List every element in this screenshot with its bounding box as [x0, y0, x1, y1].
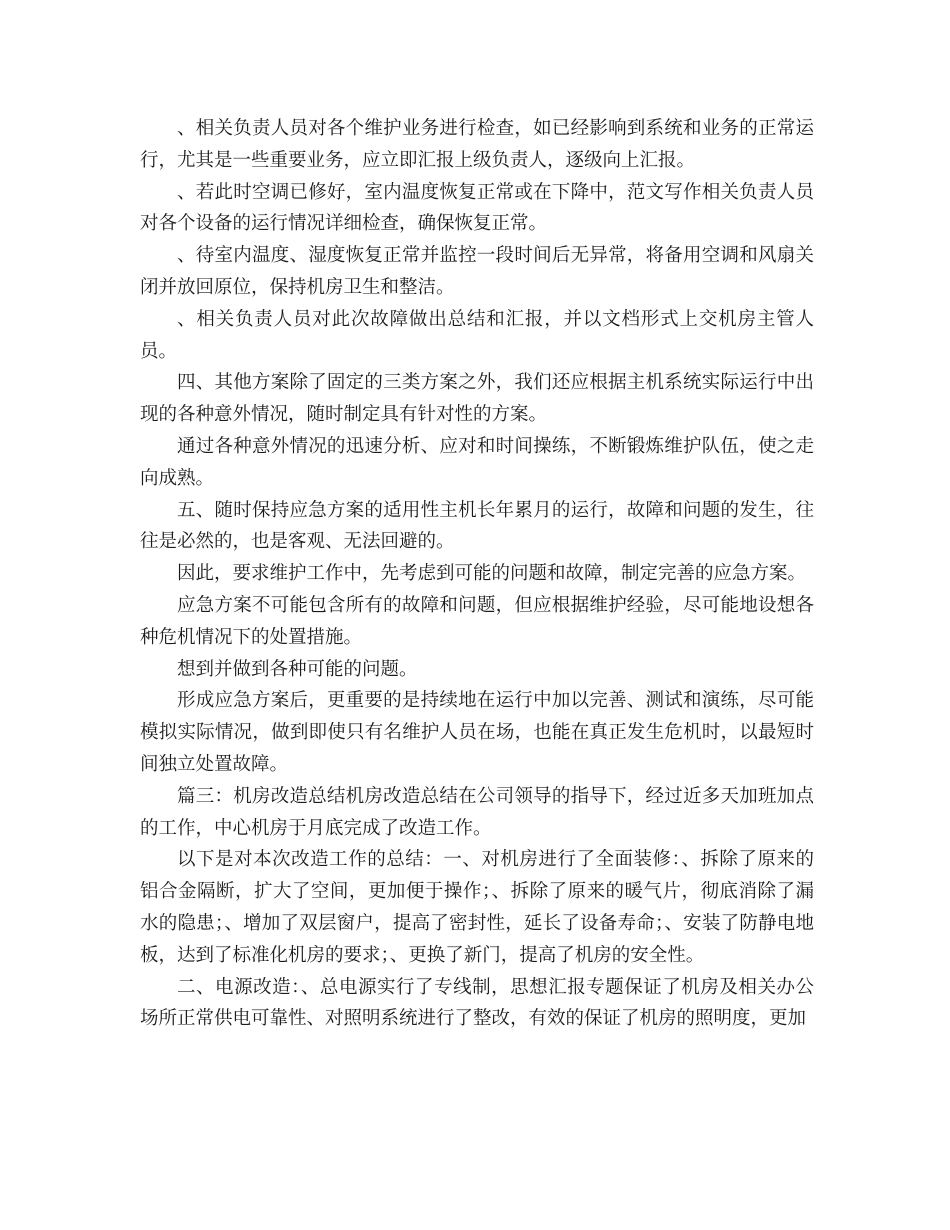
- paragraph-8: 因此，要求维护工作中，先考虑到可能的问题和故障，制定完善的应急方案。: [177, 563, 807, 585]
- paragraph-11: 形成应急方案后，更重要的是持续地在运行中加以完善、测试和演练，尽可能模拟实际情况，做到即使只有名维护人员在场，也能在真正发生危机时，以最短时间独立处置故障。: [140, 690, 814, 775]
- paragraph-13: 以下是对本次改造工作的总结：一、对机房进行了全面装修：、拆除了原来的铝合金隔断，扩大了空间，更加便于操作；、拆除了原来的暖气片，彻底消除了漏水的隐患；、增加了双层窗户，提高了密封性，延长了设备寿命；、安装了防静电地板，达到了标准化机房的要求；、更换了新门，提高了机房的安全性。: [140, 849, 814, 966]
- paragraph-12: 篇三：机房改造总结机房改造总结在公司领导的指导下，经过近多天加班加点的工作，中心机房于月底完成了改造工作。: [140, 785, 814, 839]
- paragraph-7: 五、随时保持应急方案的适用性主机长年累月的运行，故障和问题的发生，往往是必然的，也是客观、无法回避的。: [140, 499, 814, 553]
- paragraph-1: 、相关负责人员对各个维护业务进行检查，如已经影响到系统和业务的正常运行，尤其是一些重要业务，应立即汇报上级负责人，逐级向上汇报。: [140, 118, 814, 171]
- paragraph-3: 、待室内温度、湿度恢复正常并监控一段时间后无异常，将备用空调和风扇关闭并放回原位，保持机房卫生和整洁。: [140, 245, 814, 298]
- paragraph-2: 、若此时空调已修好，室内温度恢复正常或在下降中，范文写作相关负责人员对各个设备的运行情况详细检查，确保恢复正常。: [140, 181, 814, 235]
- paragraph-6: 通过各种意外情况的迅速分析、应对和时间操练，不断锻炼维护队伍，使之走向成熟。: [140, 435, 814, 489]
- paragraph-9: 应急方案不可能包含所有的故障和问题，但应根据维护经验，尽可能地设想各种危机情况下的处置措施。: [140, 594, 814, 648]
- paragraph-4: 、相关负责人员对此次故障做出总结和汇报，并以文档形式上交机房主管人员。: [140, 308, 814, 362]
- document-body: [140, 113, 814, 1035]
- paragraph-5: 四、其他方案除了固定的三类方案之外，我们还应根据主机系统实际运行中出现的各种意外情况，随时制定具有针对性的方案。: [140, 372, 814, 426]
- paragraph-10: 想到并做到各种可能的问题。: [177, 658, 418, 680]
- paragraph-14: 二、电源改造：、总电源实行了专线制，思想汇报专题保证了机房及相关办公场所正常供电可靠性、对照明系统进行了整改，有效的保证了机房的照明度，更加: [140, 976, 814, 1030]
